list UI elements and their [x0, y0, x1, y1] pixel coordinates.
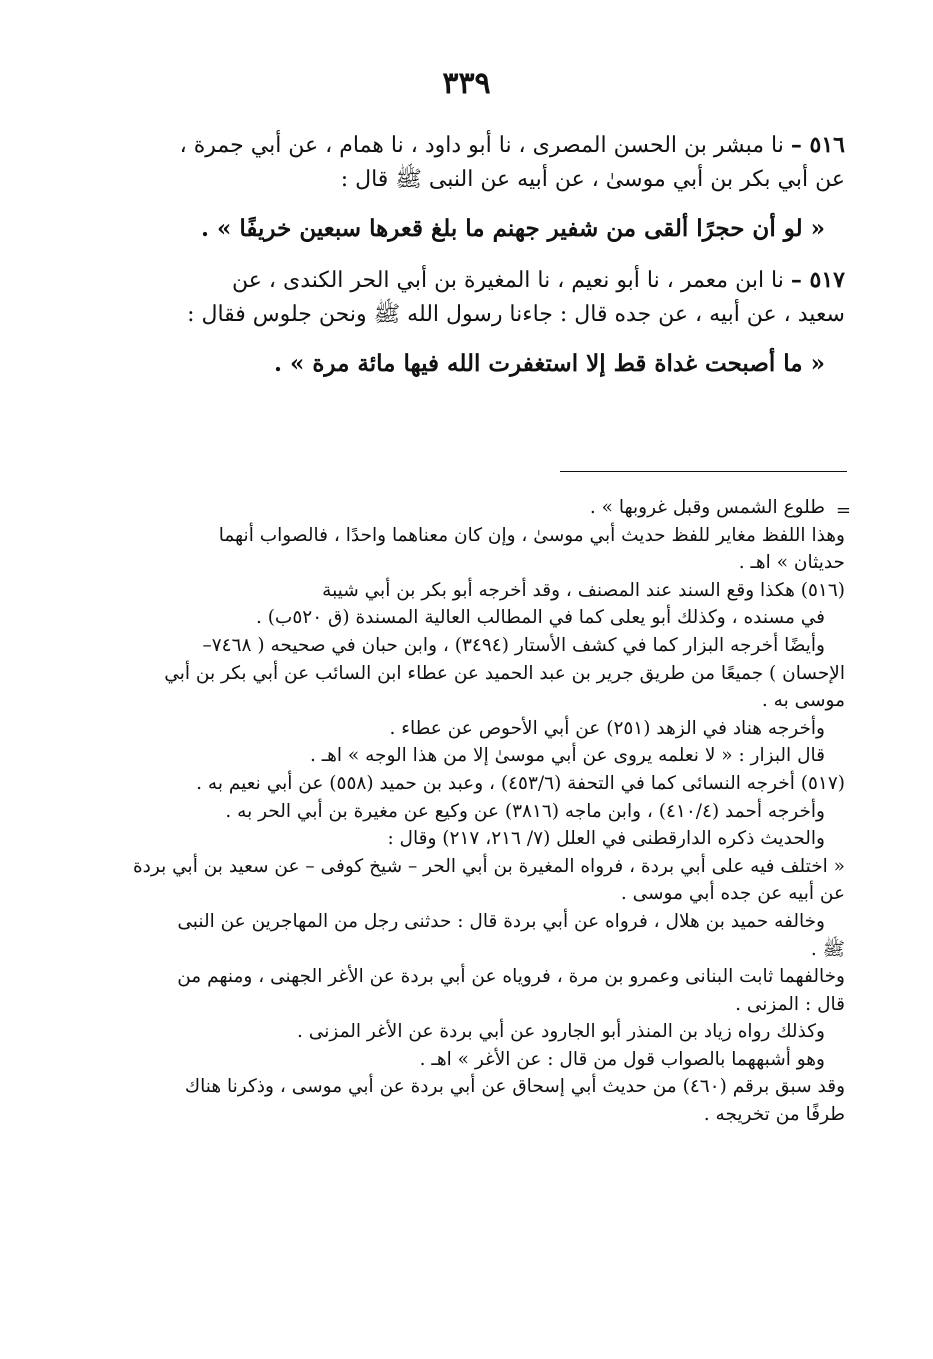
footnote-line: وقد سبق برقم (٤٦٠) من حديث أبي إسحاق عن أبي بردة عن أبي موسى ، وذكرنا هناك [184, 1076, 845, 1098]
footnotes [85, 494, 845, 1129]
hadith-516-isnad-line2: عن أبي بكر بن أبي موسىٰ ، عن أبيه عن النبى ﷺ قال : [340, 167, 845, 192]
hadith-516-isnad [93, 128, 845, 197]
hadith-517-isnad-line1: نا ابن معمر ، نا أبو نعيم ، نا المغيرة بن أبي الحر الكندى ، عن [232, 268, 784, 293]
footnote-divider [560, 471, 847, 472]
footnote-line: عن أبيه عن جده أبي موسى . [620, 883, 845, 905]
footnote-line: والحديث ذكره الدارقطنى في العلل (٧/ ٢١٦، ٢١٧) وقال : [387, 828, 825, 850]
footnote-line: وأخرجه أحمد (٤١٠/٤) ، وابن ماجه (٣٨١٦) عن وكيع عن مغيرة بن أبي الحر به . [225, 800, 825, 822]
footnote-line: (٥١٧) أخرجه النسائى كما في التحفة (٤٥٣/٦) ، وعبد بن حميد (٥٥٨) عن أبي نعيم به . [196, 772, 845, 794]
footnote-line: وكذلك رواه زياد بن المنذر أبو الجارود عن أبي بردة عن الأغر المزنى . [297, 1021, 825, 1043]
footnote-line: (٥١٦) هكذا وقع السند عند المصنف ، وقد أخرجه أبو بكر بن أبي شيبة [322, 579, 845, 601]
hadith-517-text: « ما أصبحت غداة قط إلا استغفرت الله فيها مائة مرة » . [273, 350, 825, 377]
main-text [93, 128, 845, 398]
hadith-517-isnad [93, 263, 845, 332]
footnote-line: حديثان » اهـ . [738, 552, 845, 574]
footnote-line: موسى به . [761, 690, 845, 712]
footnote-line: طلوع الشمس وقبل غروبها » . [589, 497, 825, 518]
hadith-516-number: ٥١٦ – [790, 132, 845, 158]
page-number: ٣٣٩ [442, 66, 491, 101]
footnote-line: وخالفهما ثابت البنانى وعمرو بن مرة ، فروياه عن أبي بردة عن الأغر الجهنى ، ومنهم من [177, 966, 845, 988]
hadith-516-isnad-line1: نا مبشر بن الحسن المصرى ، نا أبو داود ، نا همام ، عن أبي جمرة ، [179, 133, 784, 158]
footnote-line: وأيضًا أخرجه البزار كما في كشف الأستار (٣٤٩٤) ، وابن حبان في صحيحه ( ٧٤٦٨– [202, 634, 825, 656]
footnote-line: وخالفه حميد بن هلال ، فرواه عن أبي بردة قال : حدثنى رجل من المهاجرين عن النبى [177, 910, 825, 932]
footnote-line: ﷺ . [810, 938, 845, 960]
footnote-line: طرفًا من تخريجه . [703, 1104, 845, 1126]
footnote-line: في مسنده ، وكذلك أبو يعلى كما في المطالب العالية المسندة (ق ٥٢٠ب) . [255, 607, 825, 629]
hadith-517-number: ٥١٧ – [790, 267, 845, 293]
footnote-line: وأخرجه هناد في الزهد (٢٥١) عن أبي الأحوص عن عطاء . [389, 717, 825, 739]
footnote-line: « اختلف فيه على أبي بردة ، فرواه المغيرة بن أبي الحر – شيخ كوفى – عن سعيد بن أبي بردة [132, 855, 845, 877]
footnote-line: وهذا اللفظ مغاير للفظ حديث أبي موسىٰ ، وإن كان معناهما واحدًا ، فالصواب أنهما [218, 524, 845, 546]
hadith-517-isnad-line2: سعيد ، عن أبيه ، عن جده قال : جاءنا رسول الله ﷺ ونحن جلوس فقال : [187, 302, 845, 327]
footnote-line: وهو أشبههما بالصواب قول من قال : عن الأغر » اهـ . [419, 1048, 825, 1070]
footnote-line: قال البزار : « لا نعلمه يروى عن أبي موسىٰ إلا من هذا الوجه » اهـ . [309, 745, 825, 767]
footnote-continuation-marker: = [835, 500, 851, 521]
footnote-line: قال : المزنى . [735, 993, 845, 1015]
hadith-516-text: « لو أن حجرًا ألقى من شفير جهنم ما بلغ قعرها سبعين خريفًا » . [200, 215, 825, 242]
footnote-line: الإحسان ) جميعًا من طريق جرير بن عبد الحميد عن عطاء ابن السائب عن أبي بكر بن أبي [164, 662, 845, 684]
